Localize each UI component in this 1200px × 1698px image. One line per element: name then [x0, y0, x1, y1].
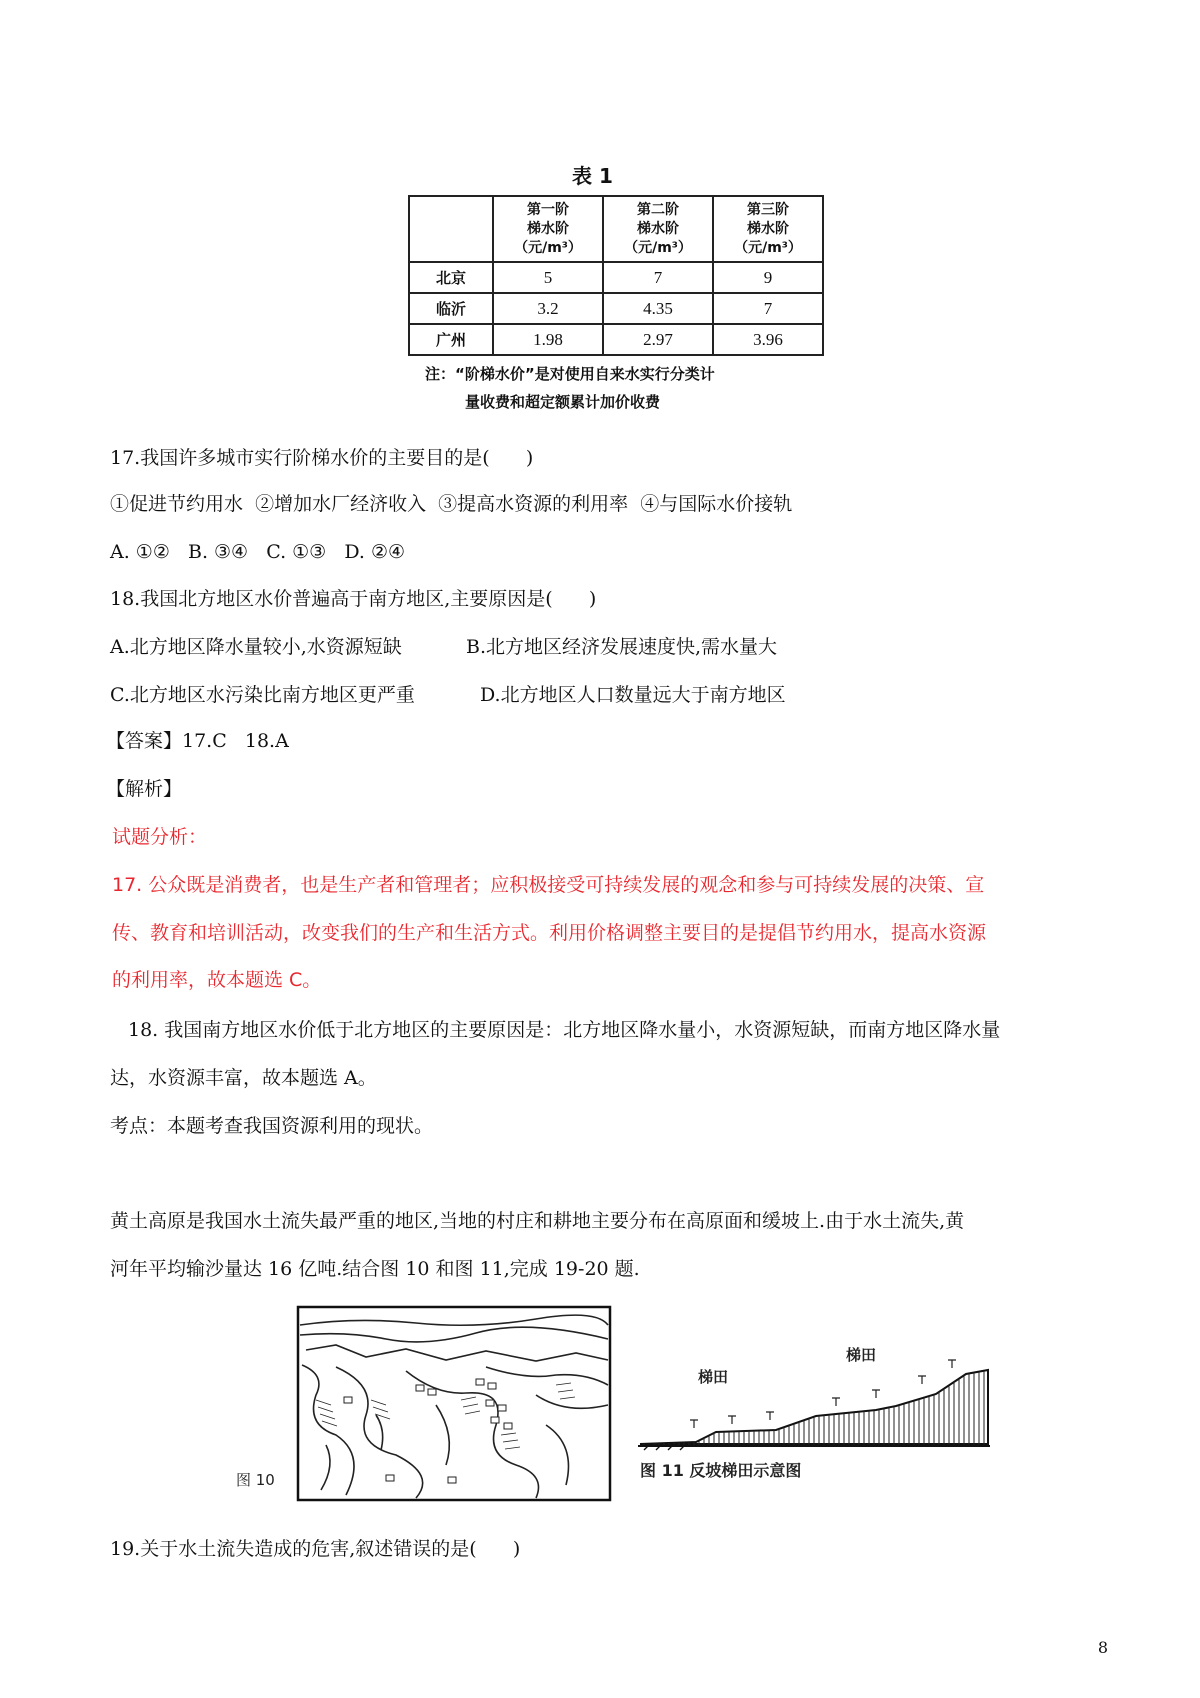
table-note-line-2: 量收费和超定额累计加价收费	[465, 393, 661, 411]
figure-10-label: 图 10	[236, 1471, 275, 1489]
table-cell: 7	[603, 262, 713, 293]
analysis-label: 【解析】	[106, 778, 183, 800]
table-row-city: 北京	[409, 262, 493, 293]
table-caption: 表 1	[572, 164, 613, 188]
q17-stem: 17.我国许多城市实行阶梯水价的主要目的是( )	[110, 447, 534, 469]
analysis17-line-1: 17. 公众既是消费者，也是生产者和管理者；应积极接受可持续发展的观念和参与可持续发展的决策、宣	[112, 874, 985, 896]
table-row	[409, 262, 823, 293]
q17-options: ①促进节约用水 ②增加水厂经济收入 ③提高水资源的利用率 ④与国际水价接轨	[110, 493, 793, 515]
table-cell: 5	[493, 262, 603, 293]
q18-choice-a: A.北方地区降水量较小,水资源短缺	[110, 636, 402, 658]
table-cell: 3.96	[713, 324, 823, 355]
table-header-tier-2: 第二阶 梯水阶 （元/m³）	[603, 196, 713, 262]
intro-line-2: 河年平均输沙量达 16 亿吨.结合图 10 和图 11,完成 19-20 题.	[110, 1258, 640, 1280]
table-cell: 3.2	[493, 293, 603, 324]
figure-10-loess-plateau-sketch	[236, 1305, 616, 1505]
table-cell: 1.98	[493, 324, 603, 355]
table-cell: 2.97	[603, 324, 713, 355]
table-note	[425, 360, 715, 416]
q18-choice-b: B.北方地区经济发展速度快,需水量大	[466, 636, 778, 658]
figure-11-terrace-label-1: 梯田	[698, 1368, 729, 1386]
table-header-tier-3: 第三阶 梯水阶 （元/m³）	[713, 196, 823, 262]
table-note-line-1: 注：“阶梯水价”是对使用自来水实行分类计	[425, 365, 715, 383]
figure-11-terrace-diagram	[636, 1310, 1002, 1490]
table-header-row	[409, 196, 823, 262]
table-corner-cell	[409, 196, 493, 262]
kaodian: 考点：本题考查我国资源利用的现状。	[110, 1115, 434, 1137]
q18-choice-c: C.北方地区水污染比南方地区更严重	[110, 684, 415, 706]
table-cell: 4.35	[603, 293, 713, 324]
table-row-city: 临沂	[409, 293, 493, 324]
q19-stem: 19.关于水土流失造成的危害,叙述错误的是( )	[110, 1538, 521, 1560]
analysis17-line-3: 的利用率，故本题选 C。	[112, 969, 322, 991]
q17-choices: A. ①② B. ③④ C. ①③ D. ②④	[110, 541, 406, 563]
table-cell: 7	[713, 293, 823, 324]
analysis17-line-2: 传、教育和培训活动，改变我们的生产和生活方式。利用价格调整主要目的是提倡节约用水，提高水资源	[112, 922, 987, 944]
figure-11-terrace-label-2: 梯田	[846, 1346, 877, 1364]
q18-choice-d: D.北方地区人口数量远大于南方地区	[480, 684, 786, 706]
table-header-tier-1: 第一阶 梯水阶 （元/m³）	[493, 196, 603, 262]
analysis-heading: 试题分析：	[112, 826, 208, 848]
intro-line-1: 黄土高原是我国水土流失最严重的地区,当地的村庄和耕地主要分布在高原面和缓坡上.由于水土流失,黄	[110, 1210, 965, 1232]
table-cell: 9	[713, 262, 823, 293]
table-row-city: 广州	[409, 324, 493, 355]
page-number: 8	[1097, 1638, 1108, 1657]
table-row	[409, 293, 823, 324]
analysis18-line-2: 达，水资源丰富，故本题选 A。	[110, 1067, 377, 1089]
q18-stem: 18.我国北方地区水价普遍高于南方地区,主要原因是( )	[110, 588, 597, 610]
water-price-table	[408, 195, 824, 356]
answer: 【答案】17.C 18.A	[106, 730, 289, 752]
figure-11-caption: 图 11 反坡梯田示意图	[640, 1461, 802, 1480]
analysis18-line-1: 18. 我国南方地区水价低于北方地区的主要原因是：北方地区降水量小，水资源短缺，而南方地区降水量	[128, 1019, 1001, 1041]
table-row	[409, 324, 823, 355]
